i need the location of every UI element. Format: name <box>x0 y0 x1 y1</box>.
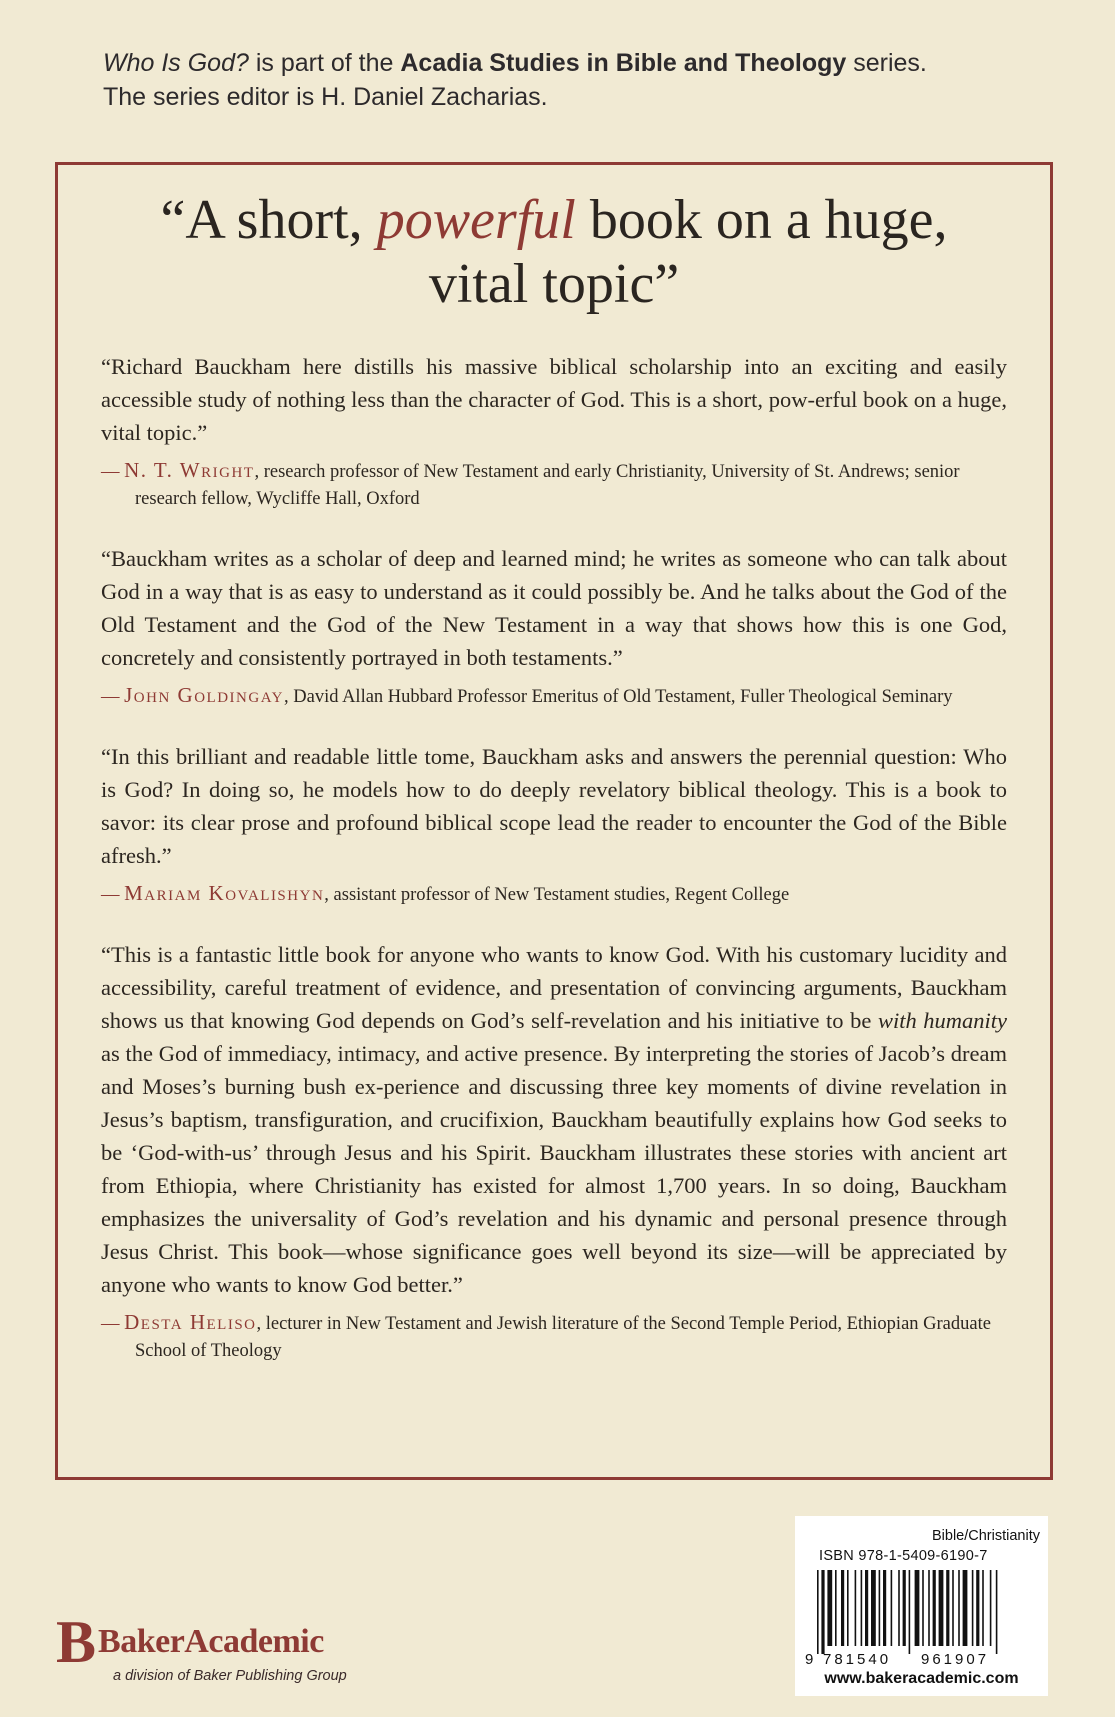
series-line-1 <box>103 46 1063 80</box>
barcode-bar <box>871 1570 876 1646</box>
series-text-mid: is part of the <box>248 49 401 77</box>
endorsement-1 <box>101 350 1007 513</box>
headline-line-2: vital topic” <box>428 253 680 315</box>
barcode-bar <box>821 1570 824 1654</box>
isbn-text: ISBN 978-1-5409-6190-7 <box>819 1548 988 1564</box>
book-title: Who Is God? <box>103 49 249 77</box>
endorser-affiliation: , research professor of New Testament and early Christianity, University of St. Andrews; senior research fellow, Wycliffe Hall, Oxford <box>135 462 960 509</box>
barcode-digits-group-2: 961907 <box>921 1651 990 1668</box>
barcode-bar <box>883 1570 886 1646</box>
headline-line-1 <box>57 188 1051 252</box>
quote-part-a: “This is a fantastic little book for anyone who wants to know God. With his customary lucidity and accessibility, careful treatment of evidence, and presentation of convincing arguments, Bauckham shows us that knowing God depends on God’s self-revelation and his initiative to be <box>101 942 1007 1033</box>
barcode-digit-lead: 9 <box>805 1651 814 1668</box>
barcode-bar <box>827 1570 832 1646</box>
barcode-bar <box>898 1570 900 1646</box>
endorsement-attribution <box>101 457 1007 513</box>
publisher-logo <box>56 1609 324 1675</box>
endorsement-attribution <box>101 880 1007 909</box>
barcode-bar <box>976 1570 979 1646</box>
quote-part-b: as the God of immediacy, intimacy, and active presence. By interpreting the stories of Jacob’s dream and Moses’s burning bush ex-perience and discussing three key moments of divine revelation in Jesus’s baptism, transfiguration, and crucifixion, Bauckham beautifully explains how God seeks to be ‘God-with-us’ through Jesus and his Spirit. Bauckham illustrates these stories with ancient art from Ethiopia, where Christianity has existed for almost 1,700 years. In so doing, Bauckham emphasizes the universality of God’s revelation and his dynamic and personal presence through Jesus Christ. This book—whose significance goes well beyond its size—will be appreciated by anyone who wants to know God better.” <box>101 1041 1007 1297</box>
barcode-bar <box>933 1570 936 1646</box>
barcode-panel <box>795 1516 1048 1696</box>
endorser-name: Mariam Kovalishyn <box>124 881 325 905</box>
barcode-bar <box>903 1570 906 1646</box>
barcode-bar <box>922 1570 924 1646</box>
attribution-dash: — <box>101 1314 120 1334</box>
publisher-url: www.bakeracademic.com <box>824 1670 1019 1687</box>
publisher-division: a division of Baker Publishing Group <box>113 1668 347 1684</box>
headline-part-2: book on a huge, <box>575 189 948 251</box>
barcode-bar <box>958 1570 960 1646</box>
barcode-bar <box>909 1570 911 1654</box>
barcode-bar <box>891 1570 893 1646</box>
barcode-bar <box>982 1570 984 1646</box>
endorsement-quote <box>101 938 1007 1301</box>
barcode-bar <box>946 1570 949 1646</box>
barcode-bar <box>939 1570 944 1646</box>
endorsement-quote: “Bauckham writes as a scholar of deep and learned mind; he writes as someone who can talk about God in a way that is as easy to understand as it could possibly be. And he talks about the God of the Old Testament and the God of the New Testament in a way that shows how this is one God, concretely and consistently portrayed in both testaments.” <box>101 546 1007 670</box>
series-editor: The series editor is H. Daniel Zacharias. <box>103 83 548 111</box>
series-name: Acadia Studies in Bible and Theology <box>400 49 847 77</box>
headline-emphasis: powerful <box>376 189 576 251</box>
endorsement-4 <box>101 938 1007 1365</box>
barcode-bar <box>817 1570 819 1654</box>
barcode-bar <box>847 1570 849 1646</box>
attribution-dash: — <box>101 687 120 707</box>
barcode-bar <box>963 1570 968 1646</box>
barcode-bar <box>841 1570 844 1646</box>
barcode-bar <box>879 1570 881 1646</box>
barcode-bar <box>855 1570 857 1646</box>
attribution-dash: — <box>101 885 120 905</box>
barcode-bar <box>990 1570 992 1646</box>
endorser-affiliation: , David Allan Hubbard Professor Emeritus of Old Testament, Fuller Theological Seminary <box>284 687 953 707</box>
headline-part-1: “A short, <box>160 189 377 251</box>
barcode-bar <box>835 1570 837 1646</box>
bisac-category: Bible/Christianity <box>932 1528 1040 1544</box>
series-note <box>103 46 1063 114</box>
publisher-name: BakerAcademic <box>98 1623 324 1660</box>
headline <box>57 188 1051 316</box>
barcode-bar <box>915 1570 920 1646</box>
endorsement-quote: “In this brilliant and readable little tome, Bauckham asks and answers the perennial question: Who is God? In doing so, he models how to do deeply revelatory biblical theology. This is a book to savor: its clear prose and profound biblical scope lead the reader to encounter the God of the Bible afresh.” <box>101 744 1007 868</box>
barcode-icon <box>803 1568 1040 1668</box>
series-text-end: series. <box>846 49 927 77</box>
quote-emphasis: with humanity <box>877 1008 1008 1033</box>
attribution-dash: — <box>101 462 120 482</box>
endorser-name: N. T. Wright <box>124 458 255 482</box>
barcode-bar <box>865 1570 868 1646</box>
barcode-digits-group-1: 781540 <box>823 1651 892 1668</box>
barcode-bar <box>972 1570 974 1646</box>
barcode-bar <box>952 1570 954 1646</box>
endorsement-attribution <box>101 1309 1007 1365</box>
endorsements <box>101 350 1007 1394</box>
endorsement-3 <box>101 740 1007 909</box>
endorser-name: Desta Heliso <box>124 1310 257 1334</box>
endorsement-2 <box>101 542 1007 711</box>
endorsement-quote: “Richard Bauckham here distills his massive biblical scholarship into an exciting and easily accessible study of nothing less than the character of God. This is a short, pow-erful book on a huge, vital topic.” <box>101 354 1007 445</box>
endorser-affiliation: , assistant professor of New Testament studies, Regent College <box>324 885 790 905</box>
endorser-affiliation: , lecturer in New Testament and Jewish literature of the Second Temple Period, Ethiopian Graduate School of Theology <box>135 1314 991 1361</box>
endorser-name: John Goldingay <box>124 683 284 707</box>
publisher-logo-mark: B <box>56 1609 97 1675</box>
barcode-bar <box>996 1570 998 1654</box>
barcode-bar <box>861 1570 863 1646</box>
endorsement-attribution <box>101 682 1007 711</box>
barcode-bar <box>928 1570 930 1646</box>
